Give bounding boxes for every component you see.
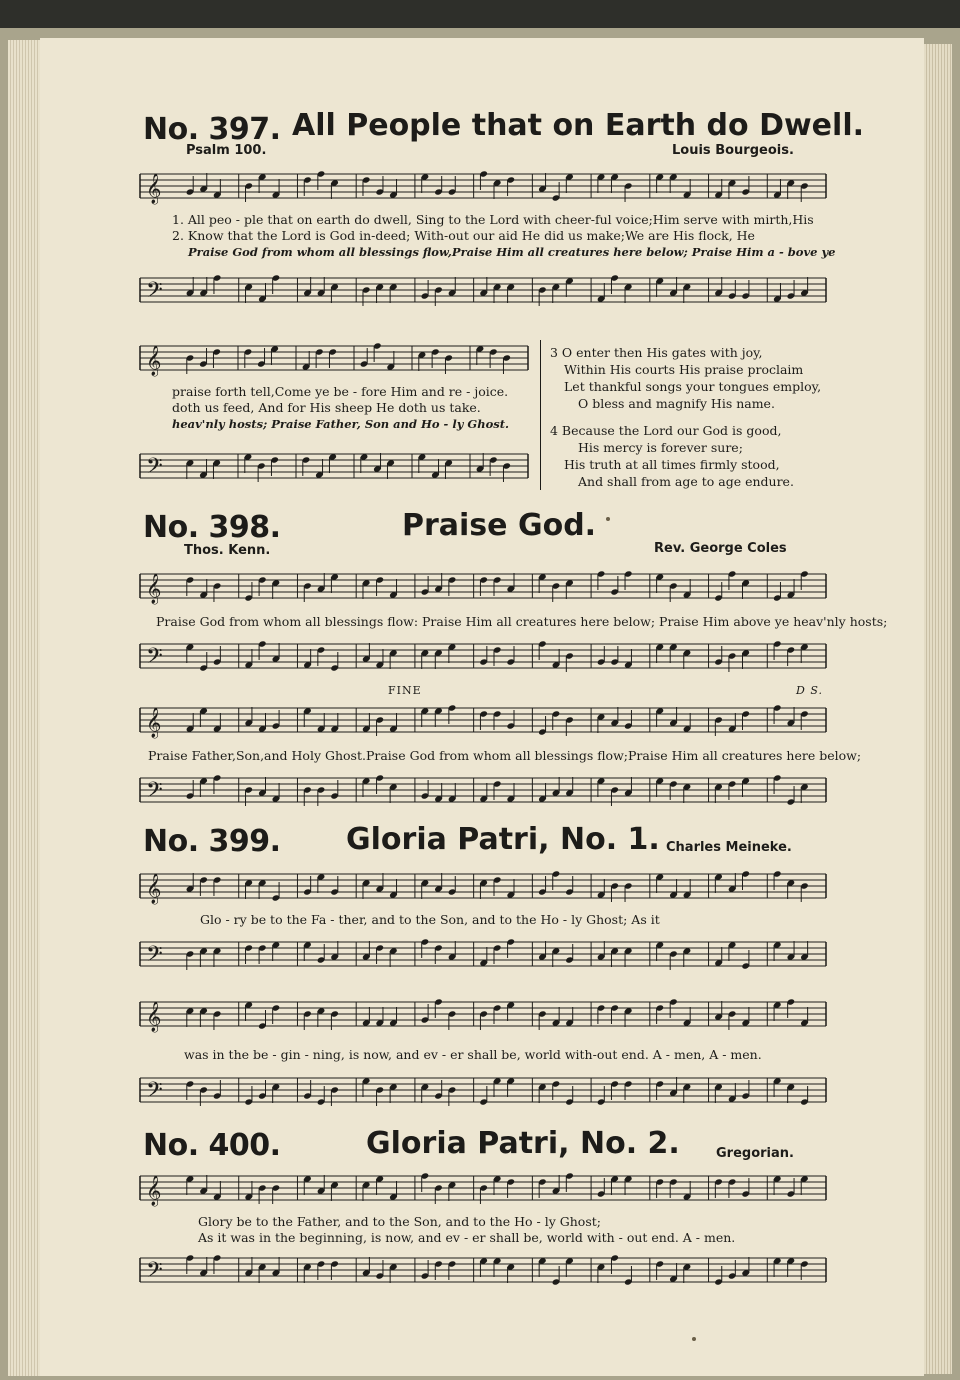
verse-line: Within His courts His praise proclaim xyxy=(564,362,804,377)
clef-icon: 𝄢 xyxy=(146,778,163,808)
clef-icon: 𝄢 xyxy=(146,942,163,972)
verse-line: 4 Because the Lord our God is good, xyxy=(550,423,782,438)
clef-icon: 𝄢 xyxy=(146,454,163,484)
lyric-line: Glo - ry be to the Fa - ther, and to the Son, and to the Ho - ly Ghost; As it xyxy=(200,912,660,927)
music-staff xyxy=(140,866,826,912)
lyric-line: Praise Father,Son,and Holy Ghost.Praise God from whom all blessings flow;Praise Him all creatures here below; xyxy=(148,748,862,763)
lyric-line: Praise God from whom all blessings flow: Praise Him all creatures here below; Praise Him above ye heav'nly hosts; xyxy=(156,614,888,629)
music-staff xyxy=(140,166,826,212)
verse-line: And shall from age to age endure. xyxy=(578,474,794,489)
speck xyxy=(606,517,610,521)
clef-icon: 𝄢 xyxy=(146,278,163,308)
lyric-line: Praise God from whom all blessings flow,Praise Him all creatures here below; Praise Him a - bove ye xyxy=(188,245,836,259)
clef-icon: 𝄞 xyxy=(146,346,162,376)
page-edges xyxy=(8,40,42,1376)
verse-3 xyxy=(550,344,821,412)
music-staff xyxy=(140,1070,826,1116)
clef-icon: 𝄢 xyxy=(146,644,163,674)
fine-marking: FINE xyxy=(388,684,422,697)
clef-icon: 𝄞 xyxy=(146,708,162,738)
verse-4 xyxy=(550,422,794,490)
lyricist-credit: Psalm 100. xyxy=(186,143,267,158)
hymn-title: Praise God. xyxy=(402,508,597,543)
lyric-line: Glory be to the Father, and to the Son, and to the Ho - ly Ghost; xyxy=(198,1214,601,1229)
hymn-number: No. 400. xyxy=(143,1128,281,1163)
lyric-line: was in the be - gin - ning, is now, and ev - er shall be, world with-out end. A - men, A - men. xyxy=(184,1047,762,1062)
music-staff xyxy=(140,1168,826,1214)
lyric-line: 1. All peo - ple that on earth do dwell, Sing to the Lord with cheer-ful voice;Him serve with mirth,His xyxy=(172,212,814,227)
music-staff xyxy=(140,446,528,492)
music-staff xyxy=(140,1250,826,1296)
hymn-number: No. 397. xyxy=(143,112,281,147)
verse-line: O bless and magnify His name. xyxy=(578,396,775,411)
music-staff xyxy=(140,566,826,612)
composer-credit: Gregorian. xyxy=(716,1146,794,1161)
hymn-title: Gloria Patri, No. 2. xyxy=(366,1126,680,1161)
hymn-title: All People that on Earth do Dwell. xyxy=(292,108,864,143)
lyricist-credit: Thos. Kenn. xyxy=(184,543,271,558)
hymn-number: No. 398. xyxy=(143,510,281,545)
page-edges-right xyxy=(924,44,952,1374)
music-staff xyxy=(140,636,826,682)
speck xyxy=(692,1337,696,1341)
clef-icon: 𝄞 xyxy=(146,574,162,604)
lyric-line: doth us feed, And for His sheep He doth us take. xyxy=(172,400,481,415)
clef-icon: 𝄞 xyxy=(146,1176,162,1206)
verse-line: His truth at all times firmly stood, xyxy=(564,457,780,472)
music-staff xyxy=(140,934,826,980)
music-staff xyxy=(140,994,826,1040)
composer-credit: Rev. George Coles xyxy=(654,541,787,556)
verse-line: His mercy is forever sure; xyxy=(578,440,743,455)
music-staff xyxy=(140,700,826,746)
clef-icon: 𝄞 xyxy=(146,1002,162,1032)
composer-credit: Louis Bourgeois. xyxy=(672,143,794,158)
verse-line: Let thankful songs your tongues employ, xyxy=(564,379,822,394)
clef-icon: 𝄢 xyxy=(146,1258,163,1288)
verse-line: 3 O enter then His gates with joy, xyxy=(550,345,763,360)
music-staff xyxy=(140,770,826,816)
music-staff xyxy=(140,270,826,316)
clef-icon: 𝄢 xyxy=(146,1078,163,1108)
ds-marking: D S. xyxy=(796,684,823,697)
lyric-line: As it was in the beginning, is now, and ev - er shall be, world with - out end. A - men. xyxy=(198,1230,736,1245)
hymn-title: Gloria Patri, No. 1. xyxy=(346,822,660,857)
composer-credit: Charles Meineke. xyxy=(666,840,792,855)
lyric-line: 2. Know that the Lord is God in-deed; With-out our aid He did us make;We are His flock, He xyxy=(172,228,755,243)
lyric-line: praise forth tell,Come ye be - fore Him and re - joice. xyxy=(172,384,509,399)
clef-icon: 𝄞 xyxy=(146,874,162,904)
lyric-line: heav'nly hosts; Praise Father, Son and Ho - ly Ghost. xyxy=(172,417,510,431)
music-staff xyxy=(140,338,528,384)
column-divider xyxy=(540,340,541,490)
clef-icon: 𝄞 xyxy=(146,174,162,204)
hymn-number: No. 399. xyxy=(143,824,281,859)
